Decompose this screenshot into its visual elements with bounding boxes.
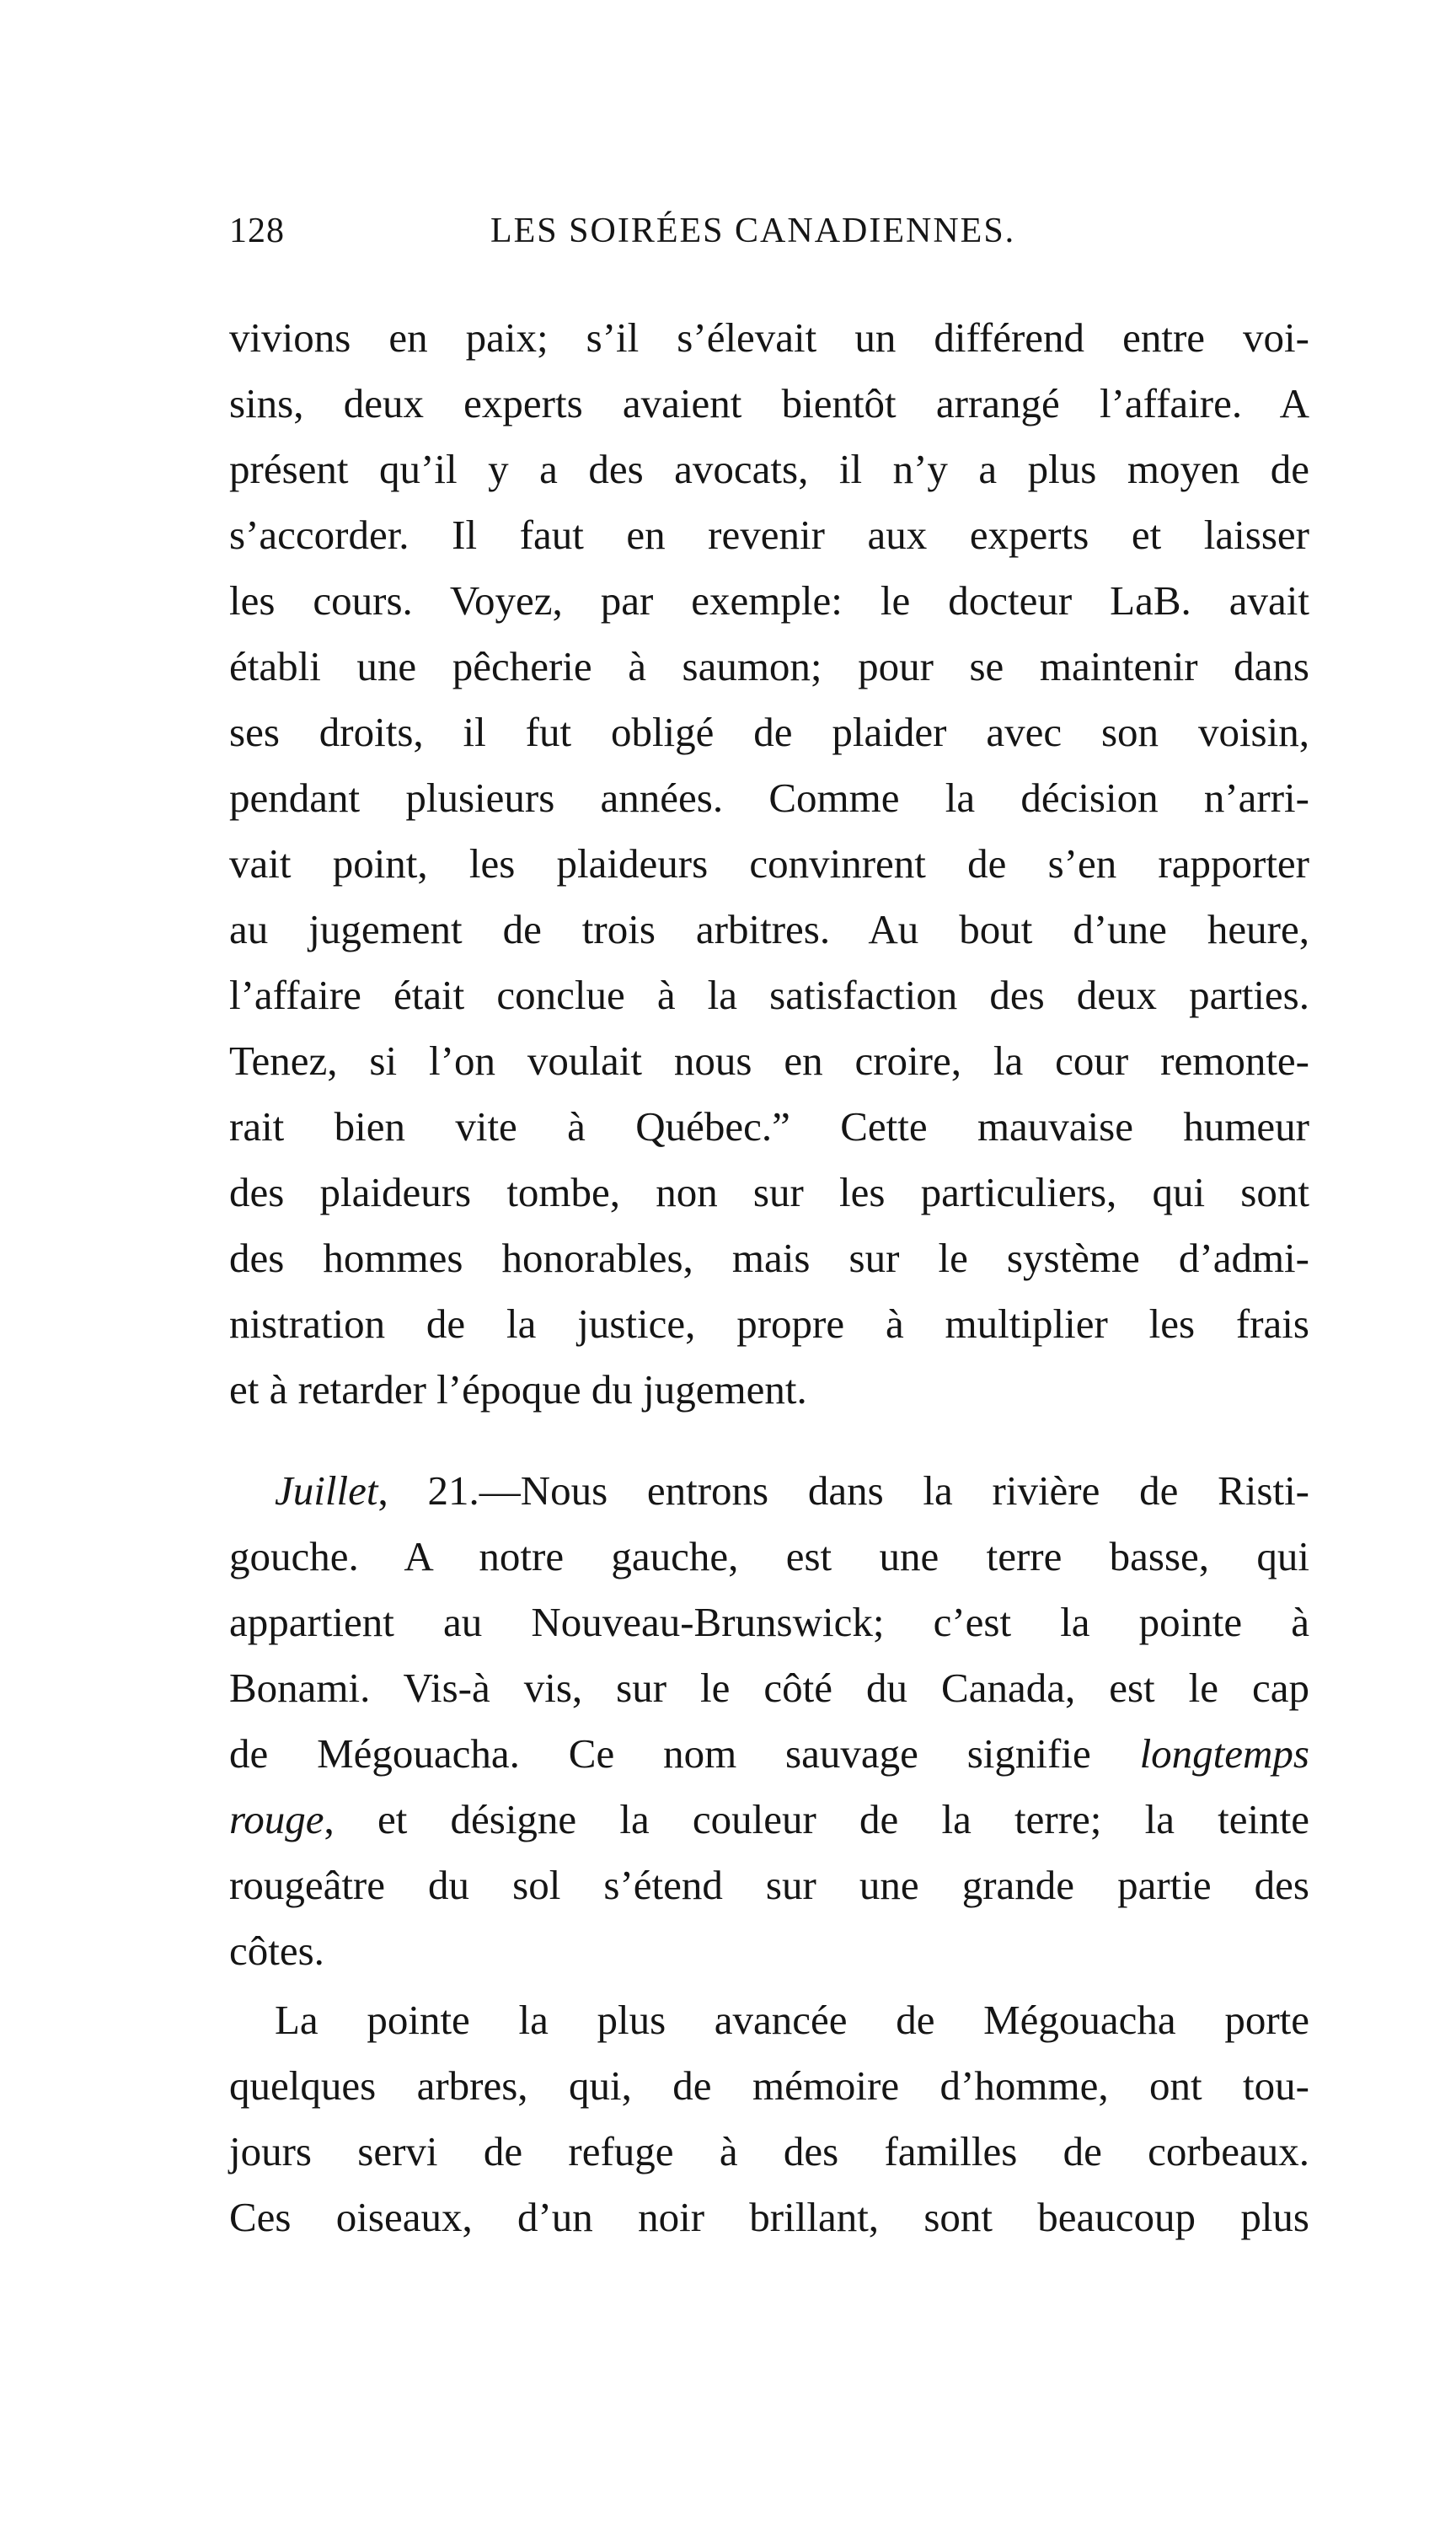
text-line <box>229 1721 1309 1787</box>
text-line: sins, deux experts avaient bientôt arrangé l’affaire. A <box>229 380 1309 426</box>
text-span: , 21.—Nous entrons dans la rivière de Risti- <box>377 1467 1309 1514</box>
text-line: et à retarder l’époque du jugement. <box>229 1366 807 1413</box>
text-line: nistration de la justice, propre à multiplier les frais <box>229 1300 1309 1347</box>
italic-phrase: longtemps <box>1139 1730 1309 1777</box>
text-line: des plaideurs tombe, non sur les particuliers, qui sont <box>229 1169 1309 1215</box>
text-line <box>229 1458 1309 1524</box>
text-line: pendant plusieurs années. Comme la décision n’arri- <box>229 775 1309 821</box>
text-line: La pointe la plus avancée de Mégouacha porte <box>275 1997 1309 2043</box>
italic-phrase: rouge <box>229 1796 324 1842</box>
text-line: l’affaire était conclue à la satisfaction des deux parties. <box>229 972 1309 1018</box>
page-header <box>229 211 1309 261</box>
text-line: vivions en paix; s’il s’élevait un différend entre voi- <box>229 314 1309 361</box>
text-line: Tenez, si l’on voulait nous en croire, la cour remonte- <box>229 1038 1309 1084</box>
page-number: 128 <box>229 212 285 250</box>
text-line: gouche. A notre gauche, est une terre basse, qui <box>229 1533 1309 1579</box>
italic-date: Juillet <box>275 1467 378 1514</box>
text-line: au jugement de trois arbitres. Au bout d’une heure, <box>229 906 1309 952</box>
text-line: quelques arbres, qui, de mémoire d’homme, ont tou- <box>229 2062 1309 2109</box>
text-line: établi une pêcherie à saumon; pour se maintenir dans <box>229 643 1309 689</box>
text-line: jours servi de refuge à des familles de corbeaux. <box>229 2128 1309 2174</box>
text-line: rougeâtre du sol s’étend sur une grande partie des <box>229 1862 1309 1908</box>
text-line: présent qu’il y a des avocats, il n’y a plus moyen de <box>229 446 1309 492</box>
text-line: côtes. <box>229 1928 324 1974</box>
text-line: des hommes honorables, mais sur le système d’admi- <box>229 1235 1309 1281</box>
text-line: ses droits, il fut obligé de plaider avec son voisin, <box>229 709 1309 755</box>
text-line: les cours. Voyez, par exemple: le docteur LaB. avait <box>229 577 1309 624</box>
text-line: rait bien vite à Québec.” Cette mauvaise humeur <box>229 1103 1309 1150</box>
text-line: Ces oiseaux, d’un noir brillant, sont beaucoup plus <box>229 2194 1309 2240</box>
text-span: , et désigne la couleur de la terre; la teinte <box>324 1796 1309 1842</box>
text-span: de Mégouacha. Ce nom sauvage signifie <box>229 1730 1140 1777</box>
text-line <box>229 1787 1309 1853</box>
text-line: s’accorder. Il faut en revenir aux experts et laisser <box>229 512 1309 558</box>
text-line: Bonami. Vis-à vis, sur le côté du Canada, est le cap <box>229 1665 1309 1711</box>
text-line: appartient au Nouveau-Brunswick; c’est la pointe à <box>229 1599 1309 1645</box>
text-line: vait point, les plaideurs convinrent de s’en rapporter <box>229 840 1309 887</box>
running-title: LES SOIRÉES CANADIENNES. <box>490 212 1016 250</box>
